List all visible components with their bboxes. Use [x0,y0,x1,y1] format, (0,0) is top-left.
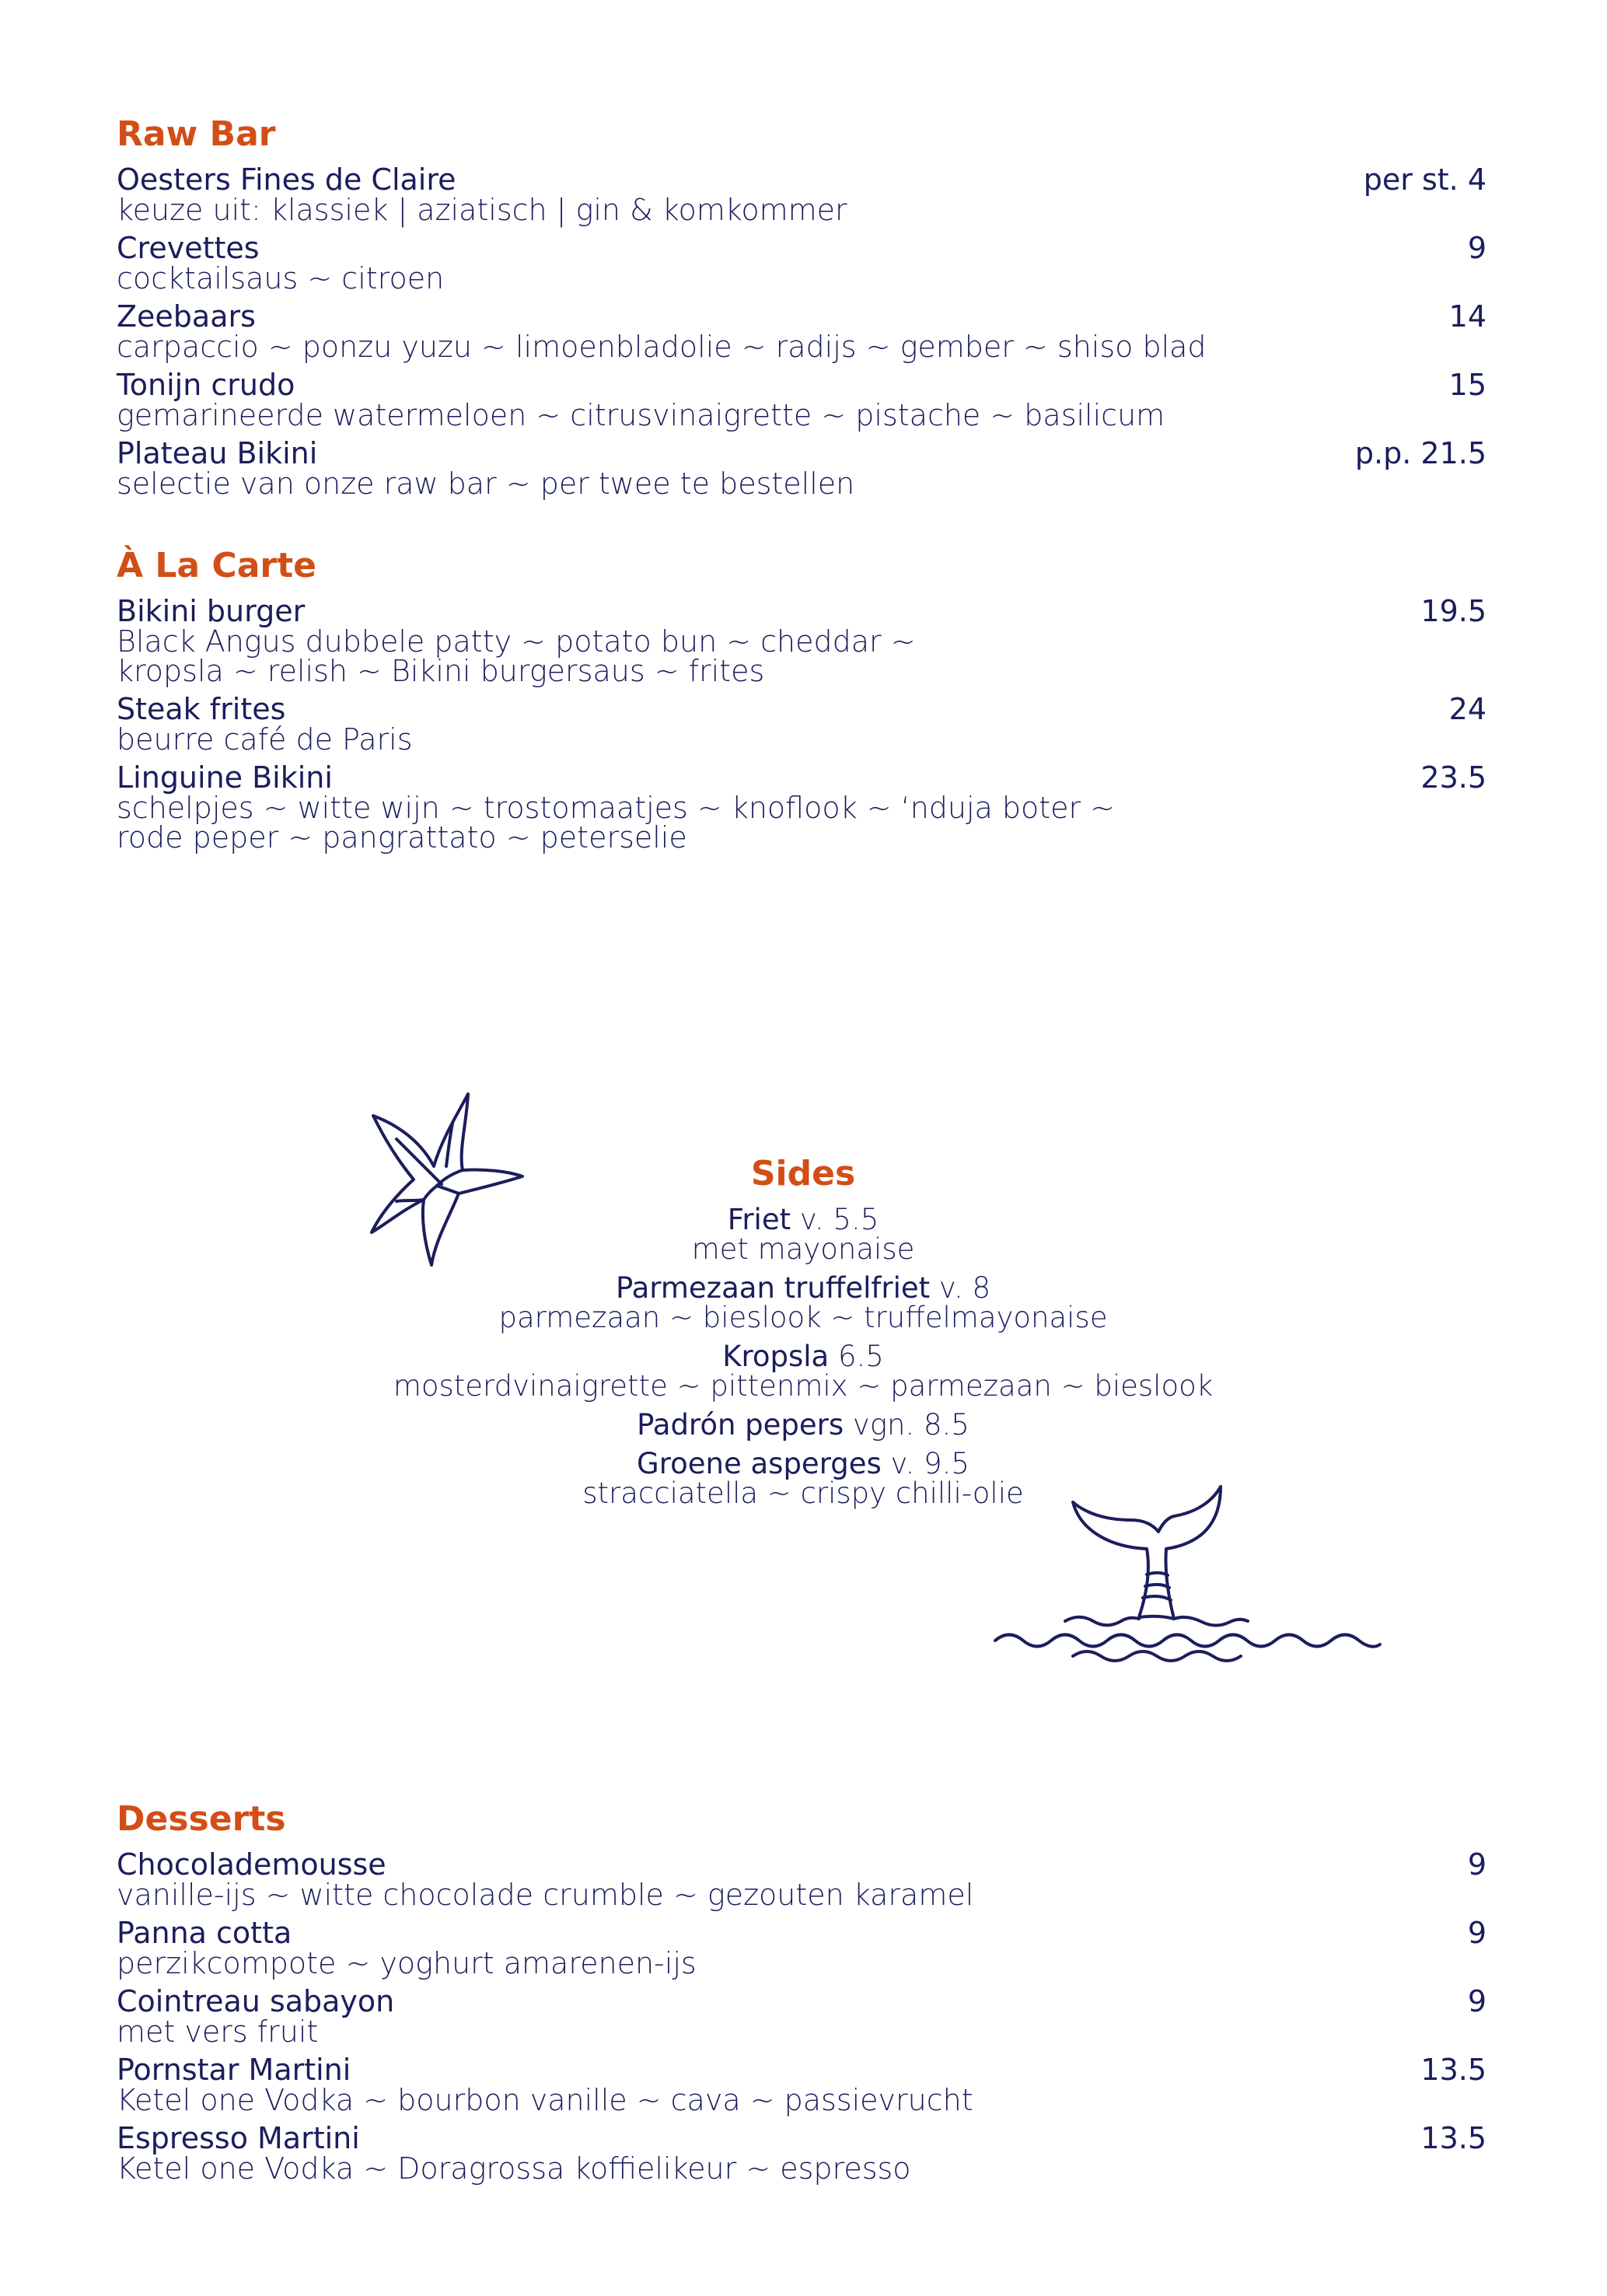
menu-item-header [117,694,1486,725]
menu-item [117,762,1486,852]
raw-bar-title: Raw Bar [117,114,276,154]
side-item-price: v. 8 [930,1271,991,1305]
side-item-price: 6.5 [829,1340,884,1373]
side-item-description: stracciatella ~ crispy chilli-olie [582,1476,1024,1510]
side-item-description: met mayonaise [691,1232,915,1266]
menu-item-description: carpaccio ~ ponzu yuzu ~ limoenbladolie ~ radijs ~ gember ~ shiso blad [117,330,1207,364]
menu-item-name: Oesters Fines de Claire [117,163,456,197]
menu-item-price: 14 [1448,299,1486,334]
menu-item-header [117,762,1486,793]
menu-item-price: 15 [1448,368,1486,402]
menu-item [117,301,1486,362]
menu-item-price: 23.5 [1420,760,1486,795]
menu-item-name: Chocolademousse [117,1847,386,1882]
menu-item-name: Zeebaars [117,299,256,334]
menu-item-header [117,369,1486,400]
menu-item-description: vanille-ijs ~ witte chocolade crumble ~ gezouten karamel [117,1878,974,1912]
menu-item-name: Cointreau sabayon [117,1984,395,2018]
menu-item-name: Espresso Martini [117,2121,360,2155]
menu-item-header [117,2123,1486,2154]
side-item-description: mosterdvinaigrette ~ pittenmix ~ parmezaan ~ bieslook [393,1369,1214,1403]
menu-item-name: Panna cotta [117,1916,292,1950]
menu-item-name: Plateau Bikini [117,436,318,470]
menu-item [117,692,1486,757]
menu-item-price: 24 [1448,692,1486,726]
menu-item-price: 9 [1467,231,1486,265]
menu-item-description: keuze uit: klassiek | aziatisch | gin & komkommer [117,193,847,227]
raw-bar-items [117,163,1486,501]
desserts-section [117,1798,1486,2186]
sides-title: Sides [750,1154,856,1193]
menu-item-description: rode peper ~ pangrattato ~ peterselie [117,820,687,854]
menu-item [117,164,1486,225]
menu-item-price: 9 [1467,1847,1486,1882]
menu-item-description: Ketel one Vodka ~ bourbon vanille ~ cava ~ passievrucht [117,2083,973,2117]
menu-item [117,2054,1486,2115]
side-item-name: Kropsla [722,1340,830,1373]
menu-item-description: beurre café de Paris [117,722,413,757]
menu-item-description: kropsla ~ relish ~ Bikini burgersaus ~ frites [117,654,765,688]
menu-item-price: 13.5 [1420,2053,1486,2087]
side-item [337,1205,1270,1264]
menu-item-name: Bikini burger [117,594,306,628]
side-item-price: vgn. 8.5 [844,1408,969,1442]
menu-item-name: Linguine Bikini [117,760,333,795]
menu-item-description: Black Angus dubbele patty ~ potato bun ~ cheddar ~ [117,624,916,659]
side-item-price: v. 5.5 [791,1203,879,1236]
menu-item-name: Steak frites [117,692,286,726]
menu-item-price: 9 [1467,1916,1486,1950]
menu-item-header [117,232,1486,264]
desserts-title: Desserts [117,1799,286,1839]
side-item-price: v. 9.5 [881,1447,969,1480]
menu-item-header [117,301,1486,332]
a-la-carte-title: À La Carte [117,546,316,585]
menu-item [117,1917,1486,1978]
menu-item-description: gemarineerde watermeloen ~ citrusvinaigrette ~ pistache ~ basilicum [117,398,1165,432]
a-la-carte-items [117,596,1486,852]
a-la-carte-section [117,544,1486,852]
sides-items [337,1205,1270,1508]
menu-item-name: Crevettes [117,231,260,265]
menu-item-header [117,1986,1486,2017]
menu-item [117,1849,1486,1910]
menu-item [117,436,1486,501]
menu-item-name: Tonijn crudo [117,368,295,402]
side-item [337,1410,1270,1440]
side-item [337,1271,1270,1334]
side-item-header [337,1271,1270,1305]
menu-item-price: 9 [1467,1984,1486,2018]
menu-item-description: schelpjes ~ witte wijn ~ trostomaatjes ~ knoflook ~ ‘nduja boter ~ [117,791,1116,825]
menu-item-description: cocktailsaus ~ citroen [117,261,445,295]
menu-item-header [117,164,1486,195]
raw-bar-section [117,113,1486,501]
menu-item-description: met vers fruit [117,2015,319,2049]
menu-item-price: 19.5 [1420,594,1486,628]
side-item-header [337,1205,1270,1235]
side-item-header [337,1449,1270,1479]
side-item-name: Parmezaan truffelfriet [615,1271,931,1305]
sides-section [337,1152,1270,1508]
side-item-header [337,1342,1270,1372]
side-item-name: Padrón pepers [637,1408,844,1442]
menu-item [117,2121,1486,2186]
menu-item-price: p.p. 21.5 [1354,436,1486,470]
menu-item-header [117,2054,1486,2085]
menu-item-header [117,1849,1486,1880]
menu-item-description: selectie van onze raw bar ~ per twee te bestellen [117,467,855,501]
side-item-name: Groene asperges [637,1447,882,1480]
menu-item [117,596,1486,686]
menu-item-description: perzikcompote ~ yoghurt amarenen-ijs [117,1946,697,1980]
menu-item-price: 13.5 [1420,2121,1486,2155]
whale-tail-icon [987,1477,1392,1664]
desserts-items [117,1847,1486,2186]
side-item-header [337,1410,1270,1440]
menu-item [117,232,1486,293]
menu-item [117,1984,1486,2049]
menu-item-name: Pornstar Martini [117,2053,351,2087]
side-item [337,1342,1270,1401]
menu-item-description: Ketel one Vodka ~ Doragrossa koffielikeur ~ espresso [117,2151,911,2186]
menu-item-header [117,438,1486,469]
side-item-name: Friet [727,1203,791,1236]
menu-item-header [117,596,1486,627]
side-item-description: parmezaan ~ bieslook ~ truffelmayonaise [498,1301,1108,1334]
menu-item-header [117,1917,1486,1948]
menu-item-price: per st. 4 [1363,163,1486,197]
menu-item [117,369,1486,430]
